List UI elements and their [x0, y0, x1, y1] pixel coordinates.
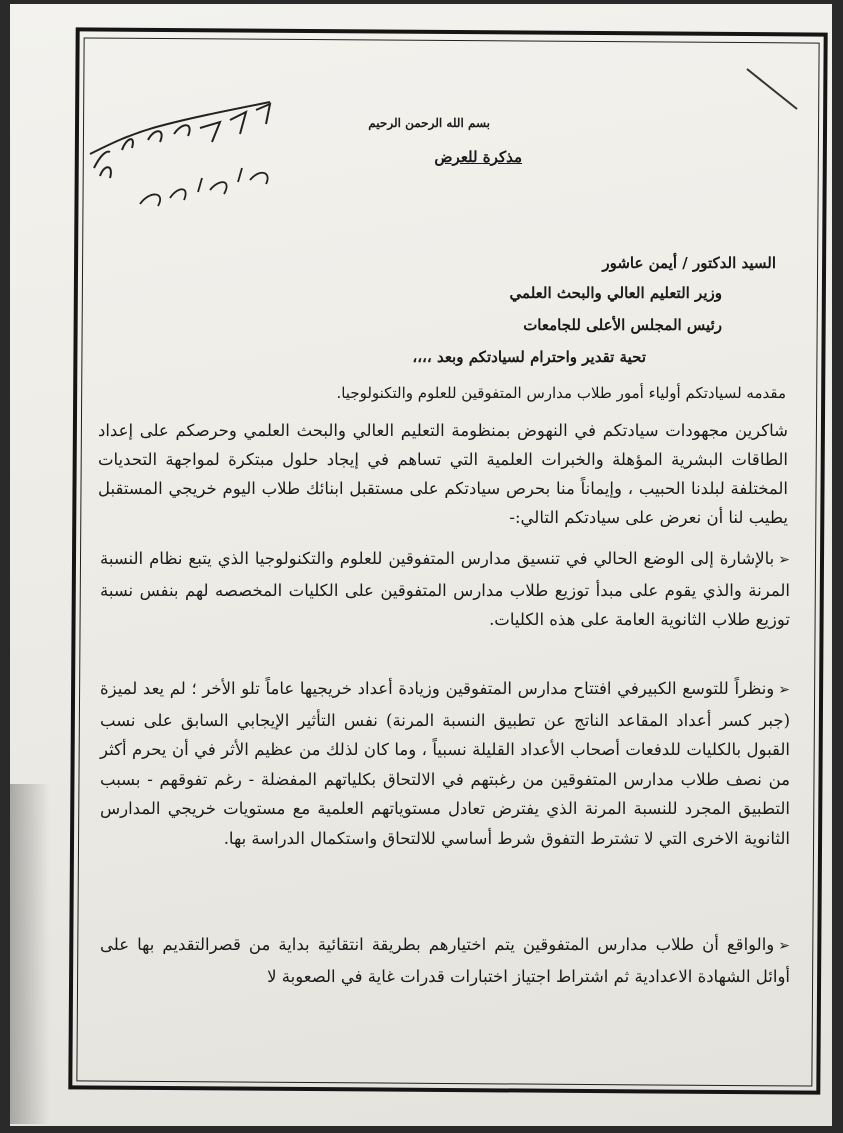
greeting: تحية تقدير واحترام لسيادتكم وبعد ،،،، [412, 348, 646, 366]
intro-line: مقدمه لسيادتكم أولياء أمور طلاب مدارس المتفوقين للعلوم والتكنولوجيا. [336, 384, 786, 402]
bullet-item [100, 930, 790, 991]
arrow-bullet-icon: ➢ [778, 938, 790, 954]
addressee-name: السيد الدكتور / أيمن عاشور [602, 254, 776, 272]
basmala: بسم الله الرحمن الرحيم [368, 116, 490, 130]
addressee-role: رئيس المجلس الأعلى للجامعات [523, 316, 722, 334]
bullet-text: والواقع أن طلاب مدارس المتفوقين يتم اختيارهم بطريقة انتقائية بداية من قصرالتقديم بها على أوائل الشهادة الاعدادية ثم اشتراط اجتياز اختبارات قدرات غاية في الصعوبة لا [100, 935, 790, 986]
bullet-text: ونظراً للتوسع الكبيرفي افتتاح مدارس المتفوقين وزيادة أعداد خريجيها عاماً تلو الأخر ؛ لم يعد لميزة (جبر كسر أعداد المقاعد الناتج عن تطبيق النسبة المرنة) نفس التأثير الإيجابي السابق على نسب القبول بالكليات للدفعات أصحاب الأعداد القليلة نسبياً ، وما كان لذلك من عظيم الأثر في أن يحرم أكثر من نصف طلاب مدارس المتفوقين من رغبتهم في الالتحاق بكلياتهم المفضلة - رغم تفوقهم - بسبب التطبيق المجرد للنسبة المرنة الذي يفترض تعادل مستوياتهم العلمية مع مستويات خريجي المدارس الثانوية الاخرى التي لا تشترط التفوق شرط أساسي للالتحاق واستكمال الدراسة بها. [100, 679, 790, 848]
shadow [10, 784, 50, 1124]
handwritten-note [70, 94, 300, 224]
bullet-item [100, 544, 790, 635]
pen-mark [742, 64, 802, 134]
paragraph: شاكرين مجهودات سيادتكم في النهوض بمنظومة التعليم العالي والبحث العلمي وحرصكم على إعداد الطاقات البشرية المؤهلة والخبرات العلمية التي تساهم في إيجاد حلول مبتكرة لمواجهة التحديات المختلفة لبلدنا الحبيب ، وإيماناً منا بحرص سيادتكم على مستقبل ابنائك طلاب اليوم خريجي المستقبل يطيب لنا أن نعرض على سيادتكم التالي:- [98, 421, 788, 527]
document-page [10, 4, 832, 1126]
arrow-bullet-icon: ➢ [778, 552, 790, 568]
addressee-title: وزير التعليم العالي والبحث العلمي [509, 284, 722, 302]
bullet-item [100, 674, 790, 853]
arrow-bullet-icon: ➢ [778, 682, 790, 698]
bullet-text: بالإشارة إلى الوضع الحالي في تنسيق مدارس المتفوقين للعلوم والتكنولوجيا الذي يتبع نظام النسبة المرنة والذي يقوم على مبدأ توزيع طلاب مدارس المتفوقين على الكليات المخصصه لهم بنفس نسبة توزيع طلاب الثانوية العامة على هذه الكليات. [100, 549, 790, 629]
memo-title: مذكرة للعرض [434, 148, 522, 166]
